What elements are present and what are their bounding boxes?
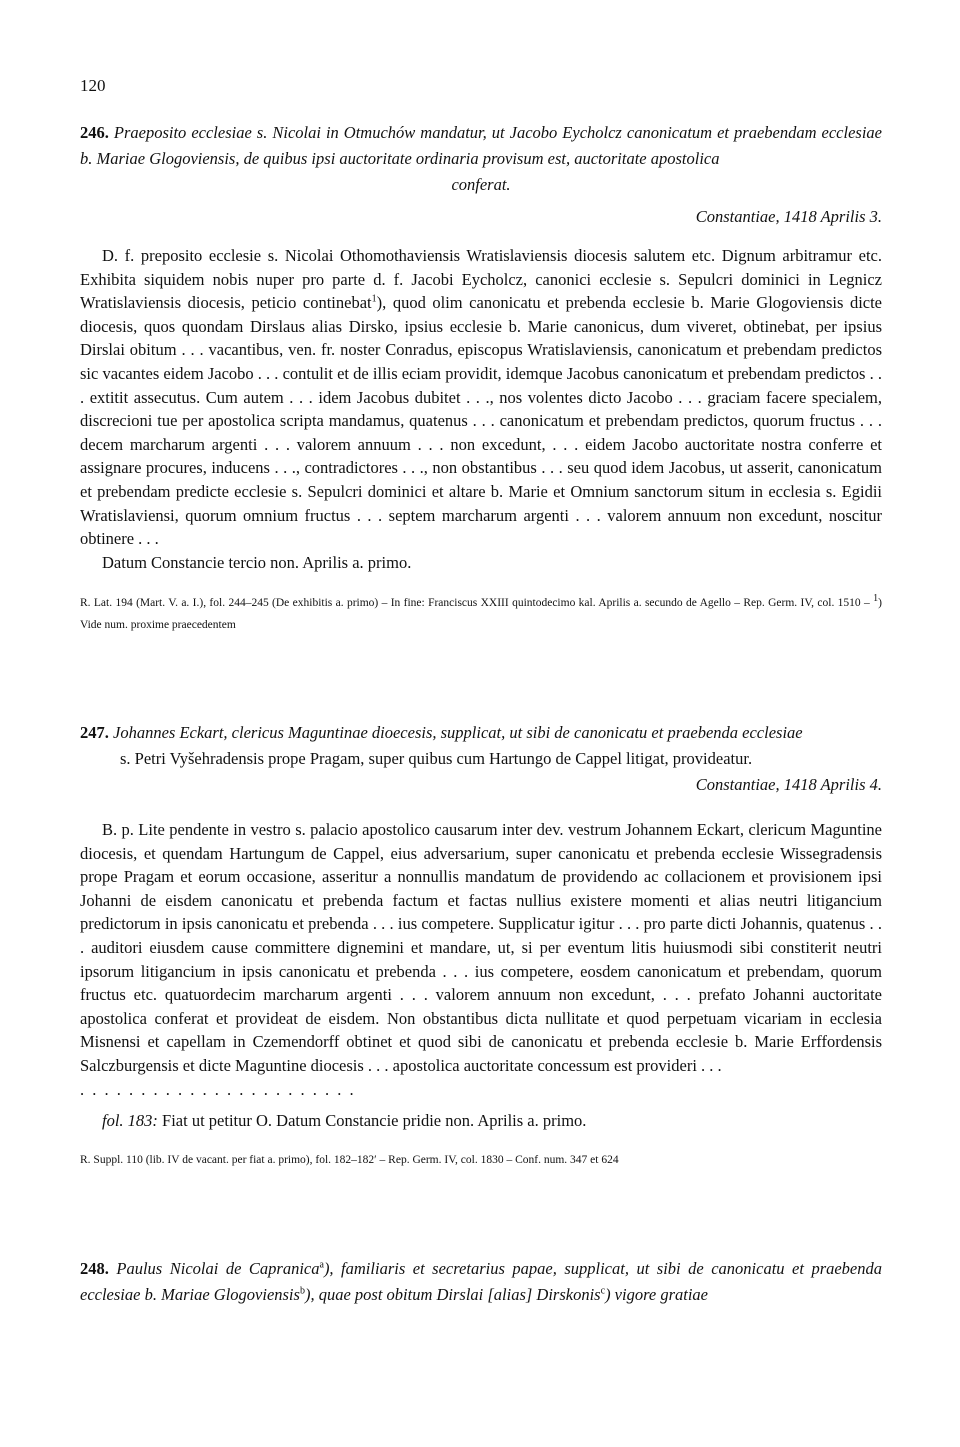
entry-246: [80, 120, 882, 636]
entry-247-fiat: Fiat ut petitur O. Datum Constancie pridie non. Aprilis a. primo.: [157, 1111, 587, 1131]
entry-247-regest-2: s. Petri Vyšehradensis prope Pragam, super quibus cum Hartungo de Cappel litigat, provideatur.: [120, 749, 753, 768]
entry-247-text: [80, 818, 882, 1133]
entry-247-regest-1: Johannes Eckart, clericus Maguntinae dioecesis, supplicat, ut sibi de canonicatu et praebenda ecclesiae: [113, 723, 803, 742]
entry-246-place-date: Constantiae, 1418 Aprilis 3.: [695, 207, 882, 226]
page-number: 120: [80, 76, 106, 95]
entry-247-body: B. p. Lite pendente in vestro s. palacio apostolico causarum inter dev. vestrum Johannem Eckart, clericum Maguntine diocesis, et quendam Hartungum de Cappel, eius adversarium, super canonicatu et prebenda ecclesie Wissegradensis prope Pragam et eorum occasione, asseritur a nonnullis mandatum de providendo ac collacionem et provisionem ipsi Johanni de eisdem canonicatu et prebenda factum et factas nullius existere momenti et alias neutri litigancium predictorum in ipsis canonicatu et prebenda . . . ius competere. Supplicatur igitur . . . pro parte dicti Johannis, quatenus . . . auditori eiusdem cause committere dignemini et mandare, ut, si per eventum litis huiusmodi sibi constiterit neutri ipsorum litigancium in ipsis canonicatu et prebenda . . . ius competere, eosdem canonicatum et prebendam, quorum fructus etc. quatuordecim marcharum argenti . . . valorem annuum non excedunt, . . . prefato Johanni auctoritate apostolica conferat et provideat de eisdem. Non obstantibus dicta nullitate et quod perpetuam vicariam in ecclesia Misnensi et capellam in Czemendorff obtinet et quod sibi de canonicatu et prebenda ecclesie b. Marie Erffordensis Salczburgensis et dicte Maguntine diocesis . . . apostolica auctoritate concessum est provideri . . .: [80, 820, 882, 1075]
entry-248-number: 248.: [80, 1259, 109, 1278]
entry-246-heading: [80, 120, 882, 172]
entry-246-note: [80, 592, 882, 636]
entry-247-number: 247.: [80, 723, 109, 742]
footnote-mark-1: 1: [873, 593, 879, 605]
entry-246-footnote: ) Vide num. proxime praecedentem: [80, 597, 882, 632]
entry-247-heading: [80, 720, 882, 746]
entry-247-note: R. Suppl. 110 (lib. IV de vacant. per fiat a. primo), fol. 182–182′ – Rep. Germ. IV, col. 1830 – Conf. num. 347 et 624: [80, 1153, 619, 1166]
entry-248-regest-2: ), familiaris et secretarius papae, supplicat, ut sibi de canonicatu et praebenda ecclesiae b. Mariae Glogoviensis: [80, 1259, 883, 1304]
entry-248-regest-3: ), quae post obitum Dirslai [alias] Dirskonis: [304, 1285, 601, 1304]
entry-247-folio: fol. 183:: [102, 1111, 158, 1131]
entry-246-text: [80, 244, 882, 574]
entry-246-text-b: ), quod olim canonicatu et prebenda ecclesie b. Marie Glogoviensis dicte diocesis, quos quondam Dirslaus alias Dirsko, ipsius ecclesie b. Marie canonicus, dum viveret, obtinebat, per ipsius Dirslai obitum . . . vacantibus, ven. fr. noster Conradus, episcopus Wratislaviensis, canonicatum et prebendam predictos sic vacantes eidem Jacobo . . . contulit et de illis eciam providit, idemque Jacobus canonicatum et prebendam predictos . . . extitit assecutus. Cum autem . . . idem Jacobus dubitet . . ., nos volentes dicto Jacobo . . . graciam facere specialem, discrecioni tue per apostolica scripta mandamus, quatenus . . . canonicatum et prebendam predictos, quorum fructus . . . decem marcharum argenti . . . valorem annuum . . . non excedunt, . . . eidem Jacobo auctoritate nostra conferre et assignare procures, inducens . . ., contradictores . . ., non obstantibus . . . seu quod idem Jacobus, ut asserit, canonicatum et prebendam predicte ecclesie s. Sepulcri dominici et altare b. Marie et Omnium sanctorum situm in ecclesia s. Egidii Wratislaviensi, quorum omnium fructus . . . septem marcharum argenti . . . valorem annuum non excedunt, noscitur obtinere . . .: [80, 293, 883, 549]
variant-mark-c: c: [600, 1285, 606, 1297]
entry-246-regest: Praeposito ecclesiae s. Nicolai in Otmuchów mandatur, ut Jacobo Eycholcz canonicatum et praebendam ecclesiae b. Mariae Glogoviensis, de quibus ipsi auctoritate ordinaria provisum est, auctoritate apostolica: [80, 123, 882, 168]
entry-248-heading: [80, 1256, 882, 1308]
entry-246-note-text: R. Lat. 194 (Mart. V. a. I.), fol. 244–245 (De exhibitis a. primo) – In fine: Franciscus XXIII quintodecimo kal. Aprilis a. secundo de Agello – Rep. Germ. IV, col. 1510 –: [80, 597, 874, 610]
entry-246-heading-end: conferat.: [451, 175, 511, 194]
variant-mark-a: a: [319, 1259, 324, 1271]
entry-247-omission-dots: . . . . . . . . . . . . . . . . . . . . . . .: [80, 1079, 356, 1099]
variant-mark-b: b: [299, 1285, 305, 1297]
entry-247: [80, 720, 882, 1171]
footnote-ref-1: 1: [371, 293, 377, 305]
entry-246-text-a: D. f. preposito ecclesie s. Nicolai Othomothaviensis Wratislaviensis diocesis salutem etc. Dignum arbitramur etc. Exhibita siquidem nobis nuper pro parte d. f. Jacobi Eycholcz, canonici ecclesie s. Sepulcri dominici in Legnicz Wratislaviensis diocesis, peticio continebat: [80, 246, 882, 313]
entry-248-regest-4: ) vigore gratiae: [605, 1285, 709, 1304]
entry-248-regest-1: Paulus Nicolai de Capranica: [116, 1259, 320, 1278]
entry-246-number: 246.: [80, 123, 109, 142]
entry-247-place-date: Constantiae, 1418 Aprilis 4.: [695, 775, 882, 794]
entry-248: [80, 1256, 882, 1308]
entry-246-datum: Datum Constancie tercio non. Aprilis a. primo.: [102, 552, 412, 572]
